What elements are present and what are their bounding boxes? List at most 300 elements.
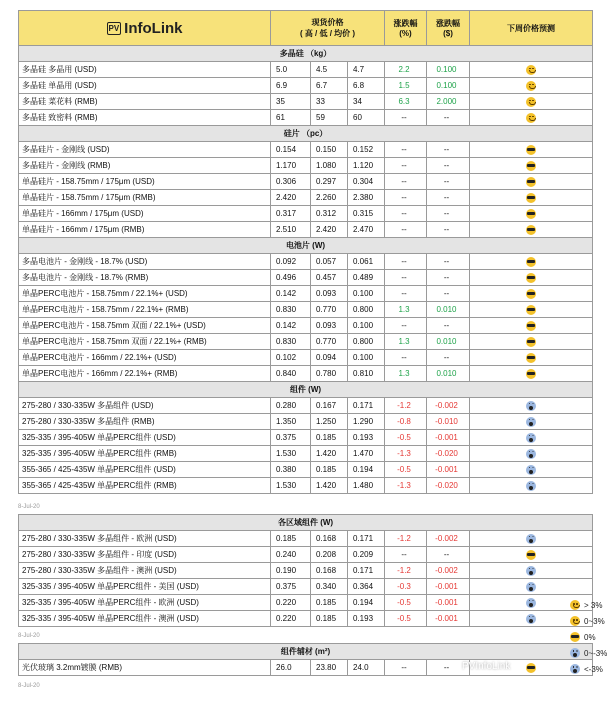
scream-emoji-icon bbox=[526, 582, 536, 592]
sunglasses-emoji-icon bbox=[526, 145, 536, 155]
smile-emoji-icon bbox=[526, 97, 536, 107]
table-row bbox=[19, 446, 593, 462]
forecast-cell bbox=[470, 579, 593, 595]
price-low: 0.167 bbox=[311, 398, 348, 414]
table-row bbox=[19, 190, 593, 206]
scream-emoji-icon bbox=[570, 648, 580, 658]
forecast-cell bbox=[470, 78, 593, 94]
product-name: 325-335 / 395-405W 单晶PERC组件 (RMB) bbox=[19, 446, 271, 462]
table-header bbox=[19, 11, 593, 46]
forecast-cell bbox=[470, 366, 593, 382]
change-abs: -0.001 bbox=[427, 595, 470, 611]
sunglasses-emoji-icon bbox=[526, 337, 536, 347]
scream-emoji-icon bbox=[526, 598, 536, 608]
change-pct: -0.5 bbox=[385, 611, 427, 627]
price-low: 0.185 bbox=[311, 430, 348, 446]
logo-badge: PV bbox=[108, 23, 120, 33]
legend-item bbox=[570, 616, 605, 626]
legend-label: <-3% bbox=[584, 664, 603, 674]
change-abs: -- bbox=[427, 286, 470, 302]
change-pct: -0.5 bbox=[385, 595, 427, 611]
price-low: 4.5 bbox=[311, 62, 348, 78]
price-avg: 0.800 bbox=[348, 302, 385, 318]
product-name: 多晶硅 单晶用 (USD) bbox=[19, 78, 271, 94]
price-high: 1.530 bbox=[271, 446, 311, 462]
sunglasses-emoji-icon bbox=[526, 193, 536, 203]
scream-emoji-icon bbox=[526, 481, 536, 491]
price-low: 0.185 bbox=[311, 462, 348, 478]
product-name: 单晶PERC电池片 - 158.75mm / 22.1%+ (USD) bbox=[19, 286, 271, 302]
change-abs: -0.020 bbox=[427, 446, 470, 462]
price-avg: 24.0 bbox=[348, 660, 385, 676]
forecast-cell bbox=[470, 318, 593, 334]
change-abs: -0.001 bbox=[427, 579, 470, 595]
table-row bbox=[19, 206, 593, 222]
sunglasses-emoji-icon bbox=[526, 289, 536, 299]
change-abs: 0.010 bbox=[427, 302, 470, 318]
change-abs: -0.001 bbox=[427, 462, 470, 478]
table-row bbox=[19, 142, 593, 158]
scream-emoji-icon bbox=[526, 614, 536, 624]
price-low: 0.780 bbox=[311, 366, 348, 382]
product-name: 单晶PERC电池片 - 158.75mm 双面 / 22.1%+ (USD) bbox=[19, 318, 271, 334]
price-header bbox=[271, 11, 385, 46]
price-high: 1.530 bbox=[271, 478, 311, 494]
sunglasses-emoji-icon bbox=[570, 632, 580, 642]
sunglasses-emoji-icon bbox=[526, 369, 536, 379]
price-low: 0.457 bbox=[311, 270, 348, 286]
price-high: 0.280 bbox=[271, 398, 311, 414]
table-row bbox=[19, 318, 593, 334]
forecast-cell bbox=[470, 563, 593, 579]
product-name: 275-280 / 330-335W 多晶组件 - 澳洲 (USD) bbox=[19, 563, 271, 579]
product-name: 光伏玻璃 3.2mm镀膜 (RMB) bbox=[19, 660, 271, 676]
price-avg: 1.120 bbox=[348, 158, 385, 174]
change-pct: -- bbox=[385, 206, 427, 222]
price-low: 0.093 bbox=[311, 318, 348, 334]
scream-emoji-icon bbox=[526, 534, 536, 544]
forecast-cell bbox=[470, 142, 593, 158]
price-high: 0.240 bbox=[271, 547, 311, 563]
price-avg: 0.489 bbox=[348, 270, 385, 286]
price-avg: 0.304 bbox=[348, 174, 385, 190]
price-low: 0.150 bbox=[311, 142, 348, 158]
price-high: 0.830 bbox=[271, 302, 311, 318]
infolink-logo bbox=[107, 20, 183, 37]
product-name: 多晶电池片 - 金刚线 - 18.7% (USD) bbox=[19, 254, 271, 270]
price-high: 1.170 bbox=[271, 158, 311, 174]
section-title: 组件 (W) bbox=[19, 382, 593, 398]
price-high: 0.496 bbox=[271, 270, 311, 286]
change-pct: -- bbox=[385, 174, 427, 190]
change-abs: -- bbox=[427, 660, 470, 676]
forecast-cell bbox=[470, 110, 593, 126]
price-high: 0.190 bbox=[271, 563, 311, 579]
sunglasses-emoji-icon bbox=[526, 321, 536, 331]
sunglasses-emoji-icon bbox=[526, 177, 536, 187]
change-abs-header bbox=[427, 11, 470, 46]
section-header bbox=[19, 644, 593, 660]
price-low: 0.093 bbox=[311, 286, 348, 302]
scream-emoji-icon bbox=[526, 417, 536, 427]
change-pct: 1.5 bbox=[385, 78, 427, 94]
legend-label: 0% bbox=[584, 632, 596, 642]
price-avg: 0.171 bbox=[348, 531, 385, 547]
product-name: 多晶硅片 - 金刚线 (USD) bbox=[19, 142, 271, 158]
forecast-cell bbox=[470, 254, 593, 270]
price-avg: 60 bbox=[348, 110, 385, 126]
regional-table bbox=[18, 514, 593, 627]
scream-emoji-icon bbox=[526, 566, 536, 576]
price-avg: 1.480 bbox=[348, 478, 385, 494]
change-pct: -- bbox=[385, 190, 427, 206]
price-avg: 0.100 bbox=[348, 286, 385, 302]
product-name: 275-280 / 330-335W 多晶组件 (USD) bbox=[19, 398, 271, 414]
change-abs: -- bbox=[427, 174, 470, 190]
price-avg: 0.810 bbox=[348, 366, 385, 382]
section-title: 多晶硅 （kg） bbox=[19, 46, 593, 62]
smile-emoji-icon bbox=[526, 81, 536, 91]
price-low: 23.80 bbox=[311, 660, 348, 676]
product-name: 多晶硅 致密料 (RMB) bbox=[19, 110, 271, 126]
table-row bbox=[19, 398, 593, 414]
change-abs: -0.002 bbox=[427, 563, 470, 579]
table-row bbox=[19, 462, 593, 478]
sunglasses-emoji-icon bbox=[526, 257, 536, 267]
legend-item bbox=[570, 648, 607, 658]
product-name: 275-280 / 330-335W 多晶组件 (RMB) bbox=[19, 414, 271, 430]
price-avg: 6.8 bbox=[348, 78, 385, 94]
product-name: 355-365 / 425-435W 单晶PERC组件 (RMB) bbox=[19, 478, 271, 494]
change-abs: -- bbox=[427, 158, 470, 174]
price-high: 6.9 bbox=[271, 78, 311, 94]
price-high: 0.840 bbox=[271, 366, 311, 382]
change-abs: -- bbox=[427, 222, 470, 238]
change-abs: -- bbox=[427, 318, 470, 334]
price-avg: 0.100 bbox=[348, 318, 385, 334]
price-high: 0.306 bbox=[271, 174, 311, 190]
price-high: 0.102 bbox=[271, 350, 311, 366]
table-row bbox=[19, 478, 593, 494]
table-row bbox=[19, 531, 593, 547]
price-avg: 0.194 bbox=[348, 595, 385, 611]
change-abs: -0.002 bbox=[427, 398, 470, 414]
change-pct: 6.3 bbox=[385, 94, 427, 110]
price-low: 0.770 bbox=[311, 334, 348, 350]
change-pct: -- bbox=[385, 110, 427, 126]
scream-emoji-icon bbox=[570, 664, 580, 674]
change-pct: -1.2 bbox=[385, 398, 427, 414]
smile-emoji-icon bbox=[570, 616, 580, 626]
sunglasses-emoji-icon bbox=[526, 161, 536, 171]
table-row bbox=[19, 302, 593, 318]
table-row bbox=[19, 174, 593, 190]
section-title: 组件辅材 (m²) bbox=[19, 644, 593, 660]
table-row bbox=[19, 78, 593, 94]
forecast-cell bbox=[470, 190, 593, 206]
change-pct: -1.3 bbox=[385, 446, 427, 462]
price-high: 2.420 bbox=[271, 190, 311, 206]
forecast-cell bbox=[470, 222, 593, 238]
scream-emoji-icon bbox=[526, 433, 536, 443]
product-name: 多晶硅片 - 金刚线 (RMB) bbox=[19, 158, 271, 174]
change-pct: 2.2 bbox=[385, 62, 427, 78]
smile-emoji-icon bbox=[570, 600, 580, 610]
price-avg: 2.380 bbox=[348, 190, 385, 206]
price-low: 0.297 bbox=[311, 174, 348, 190]
product-name: 单晶硅片 - 166mm / 175μm (USD) bbox=[19, 206, 271, 222]
change-pct-title: 涨跌幅 bbox=[393, 19, 418, 28]
change-abs: -0.001 bbox=[427, 611, 470, 627]
price-high: 5.0 bbox=[271, 62, 311, 78]
change-pct: -1.3 bbox=[385, 478, 427, 494]
change-pct: 1.3 bbox=[385, 366, 427, 382]
forecast-cell bbox=[470, 547, 593, 563]
product-name: 325-335 / 395-405W 单晶PERC组件 (USD) bbox=[19, 430, 271, 446]
product-name: 单晶硅片 - 158.75mm / 175μm (USD) bbox=[19, 174, 271, 190]
price-low: 0.208 bbox=[311, 547, 348, 563]
change-abs: -0.002 bbox=[427, 531, 470, 547]
price-avg: 0.193 bbox=[348, 611, 385, 627]
date-note-1: 8-Jul-20 bbox=[18, 504, 40, 510]
change-pct-header bbox=[385, 11, 427, 46]
section-title: 各区域组件 (W) bbox=[19, 515, 593, 531]
sunglasses-emoji-icon bbox=[526, 305, 536, 315]
price-avg: 0.061 bbox=[348, 254, 385, 270]
price-high: 0.830 bbox=[271, 334, 311, 350]
price-header-sub: ( 高 / 低 / 均价 ) bbox=[299, 29, 356, 38]
price-avg: 0.100 bbox=[348, 350, 385, 366]
product-name: 单晶PERC电池片 - 158.75mm 双面 / 22.1%+ (RMB) bbox=[19, 334, 271, 350]
price-high: 0.317 bbox=[271, 206, 311, 222]
section-header bbox=[19, 46, 593, 62]
price-low: 0.770 bbox=[311, 302, 348, 318]
price-avg: 0.194 bbox=[348, 462, 385, 478]
price-low: 1.080 bbox=[311, 158, 348, 174]
section-title: 电池片 (W) bbox=[19, 238, 593, 254]
price-low: 0.168 bbox=[311, 531, 348, 547]
product-name: 多晶硅 多晶用 (USD) bbox=[19, 62, 271, 78]
table-row bbox=[19, 611, 593, 627]
table-row bbox=[19, 286, 593, 302]
legend-label: > 3% bbox=[584, 600, 603, 610]
table-row bbox=[19, 254, 593, 270]
logo-cell bbox=[19, 11, 271, 46]
table-row bbox=[19, 270, 593, 286]
change-pct: -- bbox=[385, 222, 427, 238]
change-pct: -- bbox=[385, 270, 427, 286]
price-low: 0.168 bbox=[311, 563, 348, 579]
price-low: 0.340 bbox=[311, 579, 348, 595]
price-avg: 0.800 bbox=[348, 334, 385, 350]
table-row bbox=[19, 414, 593, 430]
change-abs: -0.020 bbox=[427, 478, 470, 494]
section-header bbox=[19, 238, 593, 254]
table-row bbox=[19, 62, 593, 78]
change-pct: -- bbox=[385, 660, 427, 676]
change-abs: -0.010 bbox=[427, 414, 470, 430]
price-high: 0.220 bbox=[271, 611, 311, 627]
smile-emoji-icon bbox=[526, 113, 536, 123]
product-name: 单晶PERC电池片 - 166mm / 22.1%+ (RMB) bbox=[19, 366, 271, 382]
table-row bbox=[19, 334, 593, 350]
legend-item bbox=[570, 664, 603, 674]
forecast-cell bbox=[470, 462, 593, 478]
price-avg: 0.315 bbox=[348, 206, 385, 222]
price-avg: 1.470 bbox=[348, 446, 385, 462]
sunglasses-emoji-icon bbox=[526, 209, 536, 219]
forecast-cell bbox=[470, 334, 593, 350]
price-low: 2.260 bbox=[311, 190, 348, 206]
price-low: 0.094 bbox=[311, 350, 348, 366]
change-abs: 0.010 bbox=[427, 366, 470, 382]
price-avg: 1.290 bbox=[348, 414, 385, 430]
product-name: 多晶电池片 - 金刚线 - 18.7% (RMB) bbox=[19, 270, 271, 286]
product-name: 275-280 / 330-335W 多晶组件 - 欧洲 (USD) bbox=[19, 531, 271, 547]
logo-text: InfoLink bbox=[124, 19, 183, 37]
product-name: 多晶硅 菜花料 (RMB) bbox=[19, 94, 271, 110]
legend-label: 0~-3% bbox=[584, 648, 607, 658]
table-row bbox=[19, 94, 593, 110]
watermark: PVInfoLink bbox=[462, 661, 511, 672]
change-pct: -- bbox=[385, 318, 427, 334]
change-abs: -- bbox=[427, 547, 470, 563]
product-name: 325-335 / 395-405W 单晶PERC组件 - 美国 (USD) bbox=[19, 579, 271, 595]
scream-emoji-icon bbox=[526, 401, 536, 411]
forecast-cell bbox=[470, 158, 593, 174]
change-pct: -1.2 bbox=[385, 531, 427, 547]
date-note-3: 8-Jul-20 bbox=[18, 683, 40, 689]
price-high: 0.375 bbox=[271, 579, 311, 595]
forecast-header: 下周价格预测 bbox=[470, 11, 593, 46]
forecast-cell bbox=[470, 414, 593, 430]
table-row bbox=[19, 110, 593, 126]
price-high: 0.375 bbox=[271, 430, 311, 446]
table-row bbox=[19, 350, 593, 366]
scream-emoji-icon bbox=[526, 449, 536, 459]
price-low: 59 bbox=[311, 110, 348, 126]
forecast-cell bbox=[470, 531, 593, 547]
change-abs: 0.100 bbox=[427, 78, 470, 94]
table-row bbox=[19, 222, 593, 238]
product-name: 325-335 / 395-405W 单晶PERC组件 - 澳洲 (USD) bbox=[19, 611, 271, 627]
change-abs: -- bbox=[427, 142, 470, 158]
change-abs: -- bbox=[427, 190, 470, 206]
product-name: 275-280 / 330-335W 多晶组件 - 印度 (USD) bbox=[19, 547, 271, 563]
change-abs-unit: ($) bbox=[443, 29, 453, 38]
price-low: 0.185 bbox=[311, 595, 348, 611]
section-header bbox=[19, 515, 593, 531]
product-name: 单晶PERC电池片 - 166mm / 22.1%+ (USD) bbox=[19, 350, 271, 366]
scream-emoji-icon bbox=[526, 465, 536, 475]
table-row bbox=[19, 366, 593, 382]
forecast-cell bbox=[470, 478, 593, 494]
price-low: 6.7 bbox=[311, 78, 348, 94]
sunglasses-emoji-icon bbox=[526, 225, 536, 235]
change-abs: 0.010 bbox=[427, 334, 470, 350]
price-high: 1.350 bbox=[271, 414, 311, 430]
forecast-cell bbox=[470, 446, 593, 462]
price-avg: 34 bbox=[348, 94, 385, 110]
price-low: 33 bbox=[311, 94, 348, 110]
change-pct: -- bbox=[385, 350, 427, 366]
price-avg: 0.171 bbox=[348, 563, 385, 579]
change-abs: -- bbox=[427, 350, 470, 366]
price-avg: 4.7 bbox=[348, 62, 385, 78]
legend-label: 0~3% bbox=[584, 616, 605, 626]
change-pct: 1.3 bbox=[385, 334, 427, 350]
change-abs-title: 涨跌幅 bbox=[436, 19, 460, 28]
section-title: 硅片 （pc） bbox=[19, 126, 593, 142]
product-name: 355-365 / 425-435W 单晶PERC组件 (USD) bbox=[19, 462, 271, 478]
change-pct: -0.5 bbox=[385, 430, 427, 446]
product-name: 单晶硅片 - 158.75mm / 175μm (RMB) bbox=[19, 190, 271, 206]
sunglasses-emoji-icon bbox=[526, 550, 536, 560]
price-high: 0.142 bbox=[271, 318, 311, 334]
price-table bbox=[18, 10, 593, 494]
sunglasses-emoji-icon bbox=[526, 663, 536, 673]
table-row bbox=[19, 158, 593, 174]
change-pct: -- bbox=[385, 142, 427, 158]
price-high: 26.0 bbox=[271, 660, 311, 676]
price-high: 2.510 bbox=[271, 222, 311, 238]
forecast-cell bbox=[470, 206, 593, 222]
forecast-cell bbox=[470, 62, 593, 78]
price-high: 0.142 bbox=[271, 286, 311, 302]
price-header-title: 现货价格 bbox=[311, 18, 344, 27]
smile-emoji-icon bbox=[526, 65, 536, 75]
change-abs: -- bbox=[427, 206, 470, 222]
price-high: 61 bbox=[271, 110, 311, 126]
price-high: 0.154 bbox=[271, 142, 311, 158]
product-name: 325-335 / 395-405W 单晶PERC组件 - 欧洲 (USD) bbox=[19, 595, 271, 611]
change-abs: 2.000 bbox=[427, 94, 470, 110]
change-pct: -- bbox=[385, 286, 427, 302]
change-pct: -- bbox=[385, 158, 427, 174]
change-pct: -0.5 bbox=[385, 462, 427, 478]
price-avg: 0.171 bbox=[348, 398, 385, 414]
forecast-cell bbox=[470, 286, 593, 302]
price-low: 0.057 bbox=[311, 254, 348, 270]
price-avg: 0.364 bbox=[348, 579, 385, 595]
price-low: 1.420 bbox=[311, 478, 348, 494]
price-avg: 0.152 bbox=[348, 142, 385, 158]
price-high: 0.185 bbox=[271, 531, 311, 547]
section-header bbox=[19, 126, 593, 142]
forecast-cell bbox=[470, 430, 593, 446]
change-abs: -- bbox=[427, 270, 470, 286]
change-pct-unit: (%) bbox=[399, 29, 412, 38]
forecast-cell bbox=[470, 350, 593, 366]
price-high: 0.380 bbox=[271, 462, 311, 478]
table-row bbox=[19, 563, 593, 579]
change-abs: 0.100 bbox=[427, 62, 470, 78]
price-avg: 2.470 bbox=[348, 222, 385, 238]
price-high: 35 bbox=[271, 94, 311, 110]
forecast-cell bbox=[470, 94, 593, 110]
legend-item bbox=[570, 600, 602, 610]
forecast-cell bbox=[470, 398, 593, 414]
sunglasses-emoji-icon bbox=[526, 353, 536, 363]
change-pct: -0.3 bbox=[385, 579, 427, 595]
table-row bbox=[19, 579, 593, 595]
section-header bbox=[19, 382, 593, 398]
change-pct: 1.3 bbox=[385, 302, 427, 318]
change-abs: -- bbox=[427, 110, 470, 126]
change-pct: -- bbox=[385, 547, 427, 563]
price-low: 1.250 bbox=[311, 414, 348, 430]
table-row bbox=[19, 430, 593, 446]
